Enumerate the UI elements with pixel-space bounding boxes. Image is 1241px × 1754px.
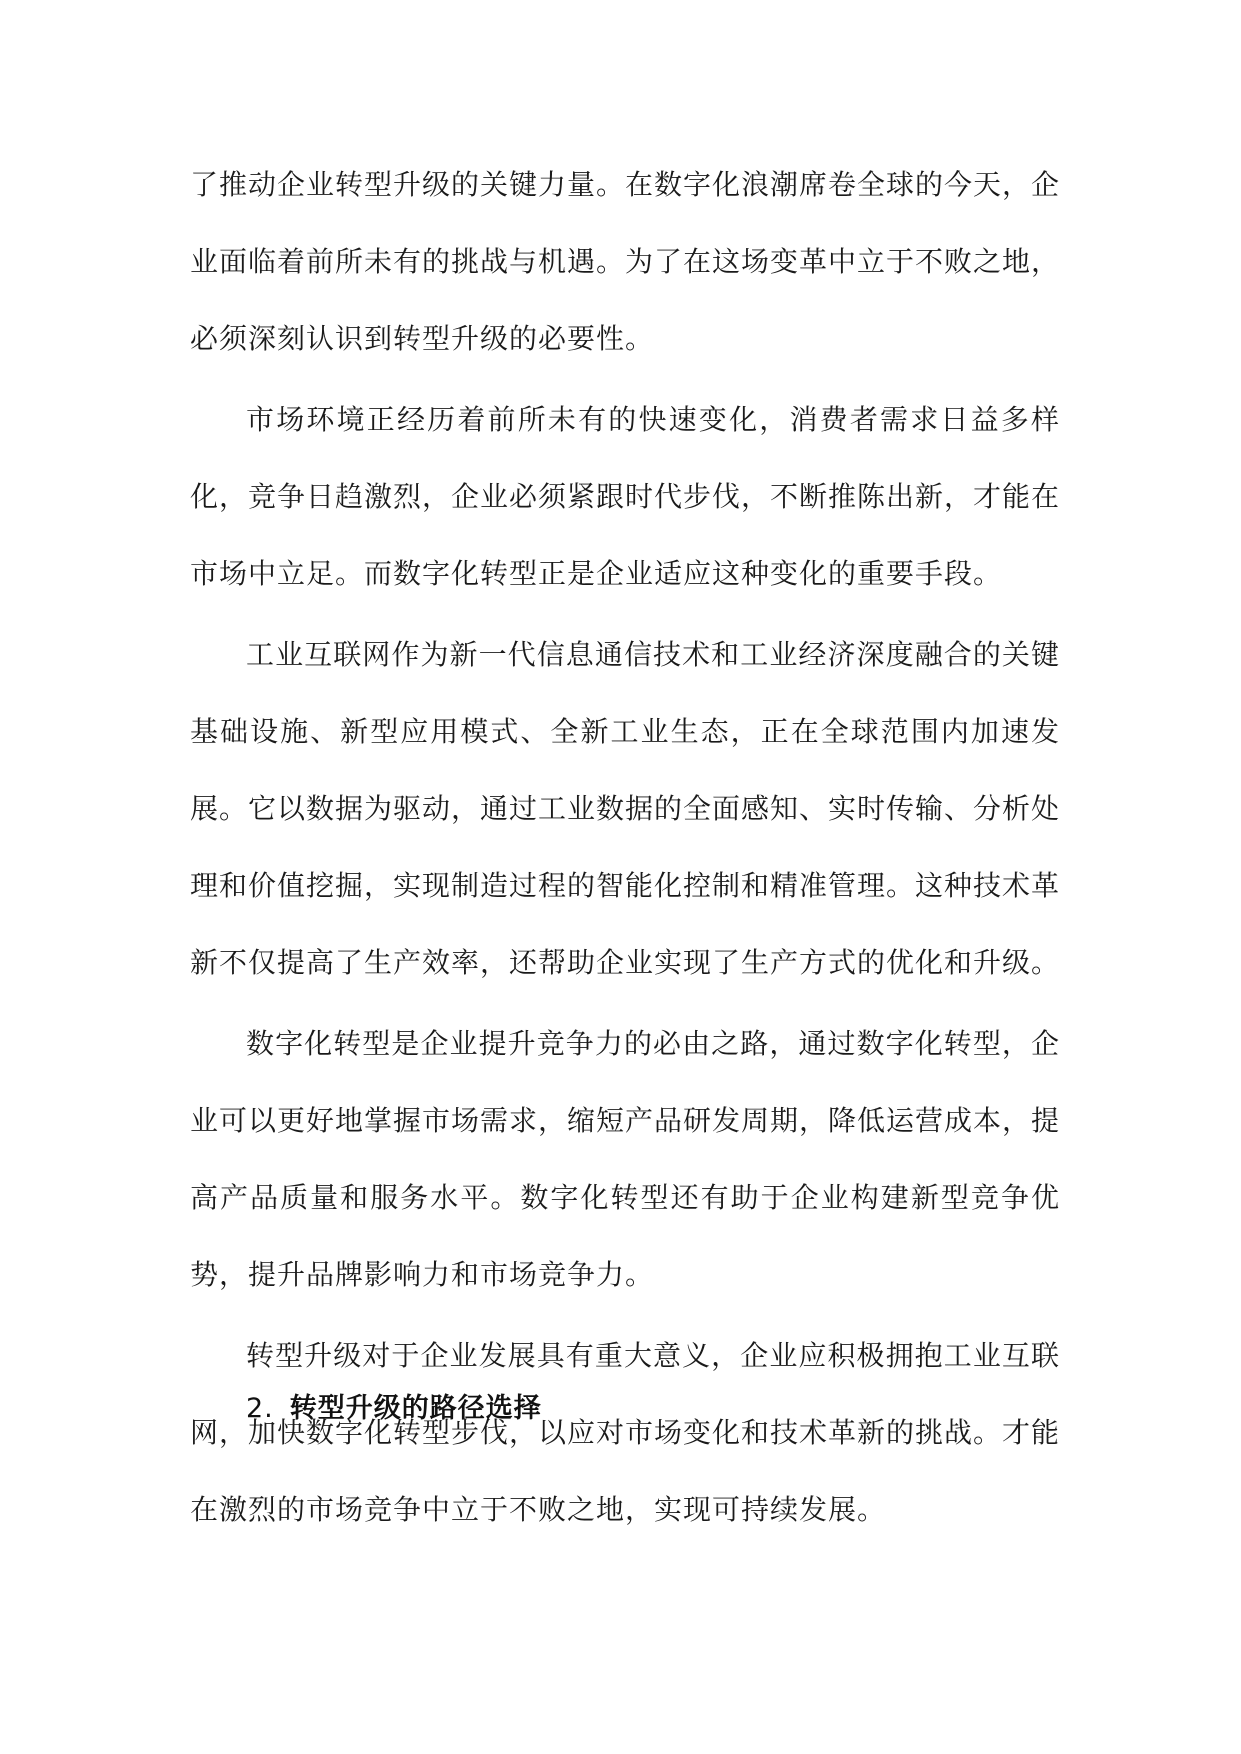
paragraph-digital-transformation: 数字化转型是企业提升竞争力的必由之路，通过数字化转型，企业可以更好地掌握市场需求，缩短产品研发周期，降低运营成本，提高产品质量和服务水平。数字化转型还有助于企业构建新型竞争优势，提升品牌影响力和市场竞争力。 [190, 1027, 1061, 1291]
paragraph-market-environment: 市场环境正经历着前所未有的快速变化，消费者需求日益多样化，竞争日趋激烈，企业必须紧跟时代步伐，不断推陈出新，才能在市场中立足。而数字化转型正是企业适应这种变化的重要手段。 [190, 403, 1061, 590]
section-heading [246, 1389, 542, 1429]
body-text [190, 146, 1060, 1552]
paragraph-conclusion: 转型升级对于企业发展具有重大意义，企业应积极拥抱工业互联网，加快数字化转型步伐，以应对市场变化和技术革新的挑战。才能在激烈的市场竞争中立于不败之地，实现可持续发展。 [190, 1339, 1061, 1526]
paragraph-continued: 了推动企业转型升级的关键力量。在数字化浪潮席卷全球的今天，企业面临着前所未有的挑战与机遇。为了在这场变革中立于不败之地，必须深刻认识到转型升级的必要性。 [190, 168, 1061, 355]
section-title: 转型升级的路径选择 [289, 1393, 542, 1424]
section-number: 2. [246, 1393, 274, 1424]
paragraph-industrial-internet: 工业互联网作为新一代信息通信技术和工业经济深度融合的关键基础设施、新型应用模式、全新工业生态，正在全球范围内加速发展。它以数据为驱动，通过工业数据的全面感知、实时传输、分析处理和价值挖掘，实现制造过程的智能化控制和精准管理。这种技术革新不仅提高了生产效率，还帮助企业实现了生产方式的优化和升级。 [190, 638, 1061, 979]
